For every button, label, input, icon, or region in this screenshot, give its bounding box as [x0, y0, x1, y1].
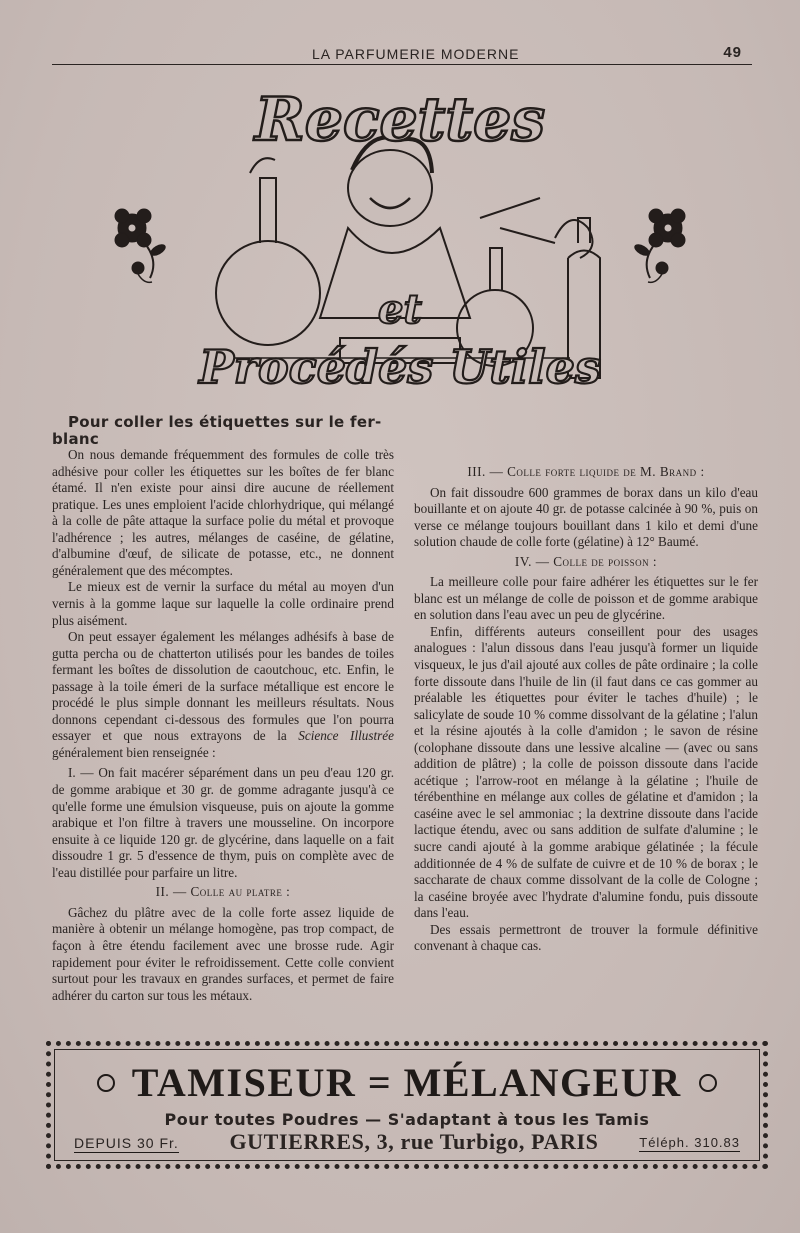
- column-left: [52, 414, 394, 1004]
- title-word-recettes: Recettes: [254, 85, 546, 155]
- title-illustration-svg: [100, 78, 700, 413]
- paragraph-2: Le mieux est de vernir la surface du métal au moyen d'un vernis à la gomme laque sur laquelle la colle ordinaire prend plus aisément.: [52, 579, 394, 628]
- article-heading: Pour coller les étiquettes sur le fer-blanc: [52, 413, 382, 448]
- advertisement-headline: [46, 1059, 768, 1106]
- flower-ornament-right-icon: [633, 209, 685, 282]
- advertisement: [46, 1041, 768, 1169]
- headline-word-melangeur: MÉLANGEUR: [403, 1060, 682, 1105]
- advertisement-address: GUTIERRES, 3, rue Turbigo, PARIS: [229, 1129, 599, 1154]
- publication-title: Science Illustrée: [298, 728, 394, 744]
- paragraph-formula-3: On fait dissoudre 600 grammes de borax dans un kilo d'eau bouillante et on ajoute 40 gr. de potasse calcinée à 90 %, puis on verse ce mélange toujours bouillant dans 1 kilo et demi d'une solution chaude de colle forte (gélatine) à 12° Baumé.: [414, 484, 758, 550]
- paragraph-1: On nous demande fréquemment des formules de colle très adhésive pour coller les étiquettes sur les boîtes de fer blanc étamé. Il n'en existe pour ainsi dire aucune de réellement pratique. Les unes emploient l'acide chlorhydrique, qui mélangé à la colle de pâte attaque la surface polie du métal et provoque l'adhérence ; les autres, mélanges de caséine, de gélatine, d'albumine d'œuf, de silicate de potasse, etc., ne donnent généralement que des mécomptes.: [52, 447, 394, 578]
- title-word-et: et: [378, 286, 422, 333]
- running-head: [52, 44, 752, 65]
- page-number: 49: [723, 44, 742, 61]
- column-right: [414, 418, 758, 955]
- paragraph-3: [52, 629, 394, 761]
- running-title: LA PARFUMERIE MODERNE: [312, 46, 520, 62]
- paragraph-conclusion: Des essais permettront de trouver la formule définitive convenant à chaque cas.: [414, 921, 758, 954]
- section-heading-3: III. — Colle forte liquide de M. Brand :: [467, 464, 705, 479]
- title-illustration: [100, 78, 700, 413]
- bullet-right-icon: [699, 1074, 717, 1092]
- section-heading-2: II. — Colle au platre :: [155, 884, 291, 900]
- headline-separator: =: [367, 1060, 393, 1105]
- title-words-procedes-utiles: Procédés Utiles: [199, 340, 601, 394]
- section-heading-4: IV. — Colle de poisson :: [514, 553, 658, 569]
- paragraph-alternatives: Enfin, différents auteurs conseillent pour des usages analogues : l'alun dissous dans l'eau jusqu'à former un liquide visqueux, le jus d'ail ajouté aux colles de pâte ordinaire ; la colle forte dissoute dans l'huile de lin (il faut dans ce cas gommer au préalable les étiquettes pour éviter le taches d'huile) ; le salicylate de soude 10 % comme dissolvant de la gélatine ; l'alun et la résine ajoutés à la colle d'amidon ; le savon de résine (colophane dissoute dans une lessive alcaline — (avec ou sans addition de plâtre) ; la colle de poisson dissoute dans l'acide acétique ; l'arrow-root en mélange à la gélatine ; l'huile de térébenthine en mélange aux colles de gélatine et d'amidon ; la caséine avec le sel ammoniac ; la dextrine dissoute dans l'acide lactique étendu, avec ou sans addition de sulfate d'alumine ; le sucre candi ajouté à la gomme arabique gélatinée ; la fécule additionnée de 4 % de sulfate de cuivre et de 10 % de borax ; le saccharate de chaux comme dissolvant de la colle de Cologne ; la caséine broyée avec l'hydrate d'alumine fondu, puis dissoute dans l'eau.: [414, 623, 758, 921]
- headline-word-tamiseur: TAMISEUR: [131, 1060, 357, 1105]
- paragraph-3-text-b: généralement bien renseignée :: [52, 744, 216, 760]
- paragraph-3-text-a: On peut essayer également les mélanges adhésifs à base de gutta percha ou de chatterton utilisés pour les bandes de toiles fermant les boîtes de dissolution de caoutchouc, etc. Enfin, le passage à la toile émeri de la surface métallique est encore le procédé le plus simple donnant les meilleurs résultats. Nous donnons cependant ci-dessous des formules que l'on pourra essayer et que nous extrayons de la: [52, 629, 394, 744]
- advertisement-price: DEPUIS 30 Fr.: [74, 1135, 179, 1151]
- flower-ornament-left-icon: [115, 209, 167, 282]
- paragraph-formula-1: I. — On fait macérer séparément dans un peu d'eau 120 gr. de gomme arabique et 30 gr. de gomme adragante jusqu'à ce qu'elle forme une émulsion visqueuse, puis on ajoute la gomme arabique et l'on filtre à travers une mousseline. On incorpore ensuite à ce liquide 120 gr. de glycérine, dans laquelle on a fait dissoudre 1 gr. 5 d'essence de thym, puis on complète avec de l'eau distillée pour parfaire un litre.: [52, 765, 394, 880]
- advertisement-phone: Téléph. 310.83: [639, 1135, 740, 1150]
- bullet-left-icon: [97, 1074, 115, 1092]
- paragraph-formula-2: Gâchez du plâtre avec de la colle forte assez liquide de manière à obtenir un mélange homogène, pas trop compact, de façon à être étendu facilement avec une brosse rude. Agir rapidement pour éviter le refroidissement. Cette colle convient surtout pour les travaux en grandes surfaces, et permet de faire adhérer du carton sur tous les métaux.: [52, 904, 394, 1003]
- advertisement-tagline: Pour toutes Poudres — S'adaptant à tous les Tamis: [164, 1110, 650, 1129]
- paragraph-formula-4: La meilleure colle pour faire adhérer les étiquettes sur le fer blanc est un mélange de colle de poisson et de gomme arabique en solution dans l'eau avec un peu de glycérine.: [414, 574, 758, 623]
